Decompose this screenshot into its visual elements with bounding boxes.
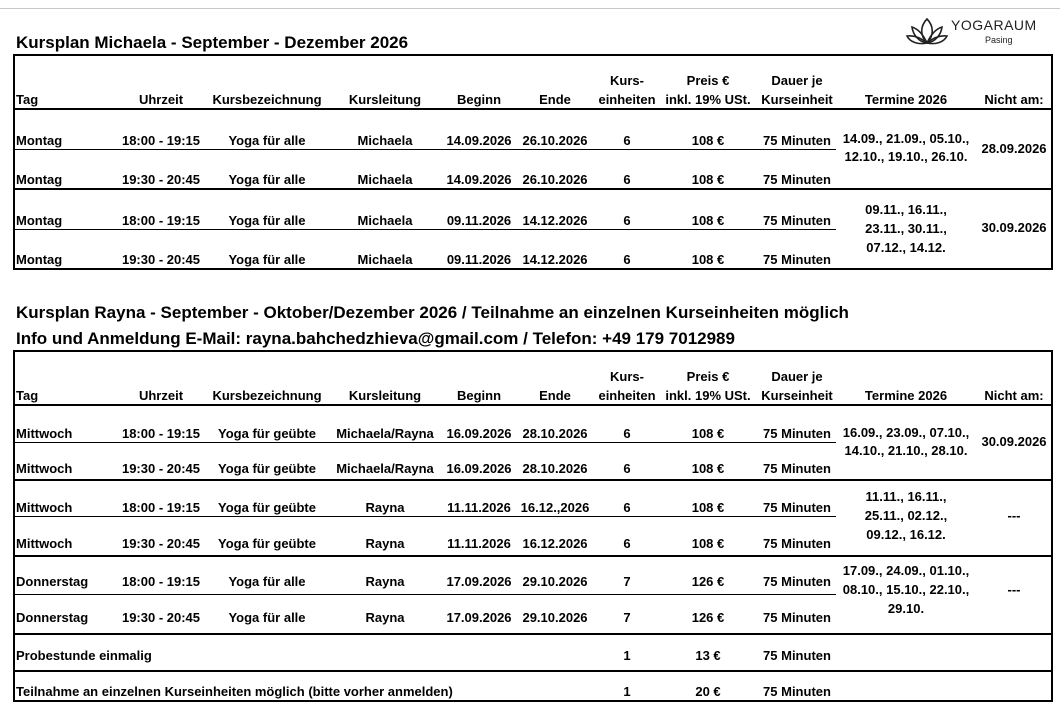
cell-termine: 07.12., 14.12. [866,240,946,255]
cell-beginn: 17.09.2026 [446,610,512,625]
lotus-icon [905,15,949,47]
cell-beginn: 11.11.2026 [447,500,511,515]
cell-beginn: 14.09.2026 [446,172,512,187]
cell-preis: 108 € [691,252,725,267]
cell-extra-label: Probestunde einmalig [16,648,152,663]
cell-ende: 29.10.2026 [522,610,588,625]
header-tag: Tag [16,92,39,107]
cell-einheiten: 6 [623,172,631,187]
cell-uhrzeit: 18:00 - 19:15 [121,213,201,228]
cell-termine: 08.10., 15.10., 22.10., [842,582,970,597]
cell-preis: 13 € [695,648,721,663]
cell-tag: Montag [16,213,63,228]
cell-termine: 29.10. [887,601,925,616]
cell-termine: 17.09., 24.09., 01.10., [842,563,970,578]
cell-termine: 14.10., 21.10., 28.10. [844,443,968,458]
header-nicht-am: Nicht am: [984,388,1044,403]
cell-dauer: 75 Minuten [763,648,831,663]
header-einheiten-2: einheiten [598,92,656,107]
cell-termine: 14.09., 21.09., 05.10., [842,131,970,146]
cell-dauer: 75 Minuten [763,500,831,515]
cell-einheiten: 7 [623,610,631,625]
cell-preis: 108 € [691,461,725,476]
cell-preis: 108 € [691,133,725,148]
cell-kurs: Yoga für alle [228,252,306,267]
header-uhrzeit: Uhrzeit [138,92,184,107]
cell-ende: 26.10.2026 [522,172,588,187]
cell-preis: 108 € [691,536,725,551]
cell-preis: 20 € [695,684,721,699]
header-divider [13,404,1053,406]
cell-uhrzeit: 18:00 - 19:15 [121,133,201,148]
header-preis-1: Preis € [686,73,730,88]
header-tag: Tag [16,388,39,403]
header-kursleitung: Kursleitung [348,92,422,107]
cell-kurs: Yoga für alle [228,172,306,187]
cell-beginn: 09.11.2026 [446,252,512,267]
group-divider [13,670,1053,672]
group-divider [13,633,1053,635]
header-dauer-2: Kurseinheit [761,388,833,403]
cell-nicht-am: 30.09.2026 [981,434,1047,449]
cell-uhrzeit: 18:00 - 19:15 [121,574,201,589]
header-termine: Termine 2026 [864,92,948,107]
cell-uhrzeit: 19:30 - 20:45 [121,252,201,267]
row-divider [13,149,836,150]
cell-leitung: Rayna [365,500,405,515]
group-divider [13,479,1053,481]
cell-kurs: Yoga für alle [228,610,306,625]
header-uhrzeit: Uhrzeit [138,388,184,403]
cell-uhrzeit: 18:00 - 19:15 [121,500,201,515]
cell-nicht-am: 30.09.2026 [981,220,1047,235]
cell-leitung: Rayna [365,574,405,589]
cell-leitung: Michaela/Rayna [336,426,434,441]
header-kursleitung: Kursleitung [348,388,422,403]
cell-ende: 14.12.2026 [522,252,588,267]
cell-dauer: 75 Minuten [763,461,831,476]
cell-tag: Donnerstag [16,574,89,589]
cell-tag: Mittwoch [16,426,73,441]
header-einheiten-1: Kurs- [610,73,644,88]
cell-leitung: Rayna [365,536,405,551]
cell-einheiten: 6 [623,133,631,148]
cell-einheiten: 6 [623,213,631,228]
cell-beginn: 11.11.2026 [447,536,511,551]
cell-nicht-am: --- [1007,582,1021,597]
cell-ende: 26.10.2026 [522,133,588,148]
cell-tag: Montag [16,252,63,267]
header-dauer-1: Dauer je [771,73,823,88]
cell-ende: 16.12.2026 [522,536,588,551]
cell-tag: Mittwoch [16,536,73,551]
cell-dauer: 75 Minuten [763,574,831,589]
cell-kurs: Yoga für geübte [218,461,316,476]
cell-uhrzeit: 18:00 - 19:15 [121,426,201,441]
cell-tag: Mittwoch [16,461,73,476]
header-einheiten-1: Kurs- [610,369,644,384]
header-divider [13,108,1053,110]
section2-info: Info und Anmeldung E-Mail: rayna.bahchedzhieva@gmail.com / Telefon: +49 179 7012989 [16,329,735,348]
cell-uhrzeit: 19:30 - 20:45 [121,536,201,551]
cell-uhrzeit: 19:30 - 20:45 [121,172,201,187]
cell-termine: 09.12., 16.12. [866,527,946,542]
cell-ende: 28.10.2026 [522,426,588,441]
cell-dauer: 75 Minuten [763,252,831,267]
header-preis-2: inkl. 19% USt. [665,388,751,403]
cell-preis: 108 € [691,426,725,441]
row-divider [13,594,836,595]
header-ende: Ende [539,92,571,107]
cell-einheiten: 1 [623,684,631,699]
row-divider [13,442,836,443]
cell-dauer: 75 Minuten [763,172,831,187]
cell-kurs: Yoga für geübte [218,426,316,441]
cell-termine: 16.09., 23.09., 07.10., [842,425,970,440]
header-beginn: Beginn [456,92,502,107]
header-dauer-2: Kurseinheit [761,92,833,107]
cell-leitung: Michaela [357,172,413,187]
cell-leitung: Michaela [357,133,413,148]
cell-dauer: 75 Minuten [763,536,831,551]
cell-leitung: Michaela [357,213,413,228]
cell-tag: Montag [16,133,63,148]
cell-einheiten: 6 [623,252,631,267]
cell-termine: 11.11., 16.11., [865,489,947,504]
group-divider [13,188,836,190]
cell-ende: 16.12.,2026 [520,500,590,515]
cell-kurs: Yoga für geübte [218,500,316,515]
cell-leitung: Michaela/Rayna [336,461,434,476]
row-divider [13,516,836,517]
header-preis-1: Preis € [686,369,730,384]
cell-einheiten: 6 [623,426,631,441]
cell-kurs: Yoga für geübte [218,536,316,551]
cell-einheiten: 6 [623,500,631,515]
header-kursbezeichnung: Kursbezeichnung [212,388,322,403]
group-divider [13,555,1053,557]
cell-nicht-am: 28.09.2026 [981,141,1047,156]
cell-einheiten: 6 [623,536,631,551]
section2-title: Kursplan Rayna - September - Oktober/Dezember 2026 / Teilnahme an einzelnen Kurseinheiten möglich [16,303,849,322]
cell-termine: 12.10., 19.10., 26.10. [844,149,968,164]
cell-kurs: Yoga für alle [228,213,306,228]
header-einheiten-2: einheiten [598,388,656,403]
header-dauer-1: Dauer je [771,369,823,384]
cell-preis: 108 € [691,172,725,187]
cell-beginn: 16.09.2026 [446,426,512,441]
cell-preis: 108 € [691,213,725,228]
cell-einheiten: 6 [623,461,631,476]
cell-ende: 14.12.2026 [522,213,588,228]
cell-termine: 23.11., 30.11., [865,221,947,236]
cell-preis: 126 € [691,574,725,589]
section1-title: Kursplan Michaela - September - Dezember 2026 [16,33,409,52]
row-divider [13,229,836,230]
cell-einheiten: 1 [623,648,631,663]
cell-uhrzeit: 19:30 - 20:45 [121,610,201,625]
header-preis-2: inkl. 19% USt. [665,92,751,107]
cell-dauer: 75 Minuten [763,213,831,228]
cell-beginn: 14.09.2026 [446,133,512,148]
cell-termine: 09.11., 16.11., [865,202,947,217]
cell-tag: Donnerstag [16,610,89,625]
cell-tag: Mittwoch [16,500,73,515]
cell-ende: 28.10.2026 [522,461,588,476]
cell-dauer: 75 Minuten [763,684,831,699]
cell-beginn: 16.09.2026 [446,461,512,476]
cell-leitung: Michaela [357,252,413,267]
header-kursbezeichnung: Kursbezeichnung [212,92,322,107]
logo-name: YOGARAUM [951,17,1037,33]
cell-extra-label: Teilnahme an einzelnen Kurseinheiten möglich (bitte vorher anmelden) [16,684,453,699]
cell-uhrzeit: 19:30 - 20:45 [121,461,201,476]
header-nicht-am: Nicht am: [984,92,1044,107]
cell-nicht-am: --- [1007,508,1021,523]
cell-dauer: 75 Minuten [763,133,831,148]
cell-termine: 25.11., 02.12., [864,508,948,523]
header-termine: Termine 2026 [864,388,948,403]
group-divider [836,188,1053,190]
logo [905,15,949,52]
cell-preis: 108 € [691,500,725,515]
cell-beginn: 17.09.2026 [446,574,512,589]
cell-ende: 29.10.2026 [522,574,588,589]
cell-dauer: 75 Minuten [763,426,831,441]
cell-kurs: Yoga für alle [228,133,306,148]
cell-leitung: Rayna [365,610,405,625]
cell-tag: Montag [16,172,63,187]
cell-kurs: Yoga für alle [228,574,306,589]
header-ende: Ende [539,388,571,403]
cell-beginn: 09.11.2026 [446,213,512,228]
cell-einheiten: 7 [623,574,631,589]
top-border [0,8,1060,9]
logo-sub: Pasing [985,35,1013,45]
cell-preis: 126 € [691,610,725,625]
header-beginn: Beginn [456,388,502,403]
cell-dauer: 75 Minuten [763,610,831,625]
